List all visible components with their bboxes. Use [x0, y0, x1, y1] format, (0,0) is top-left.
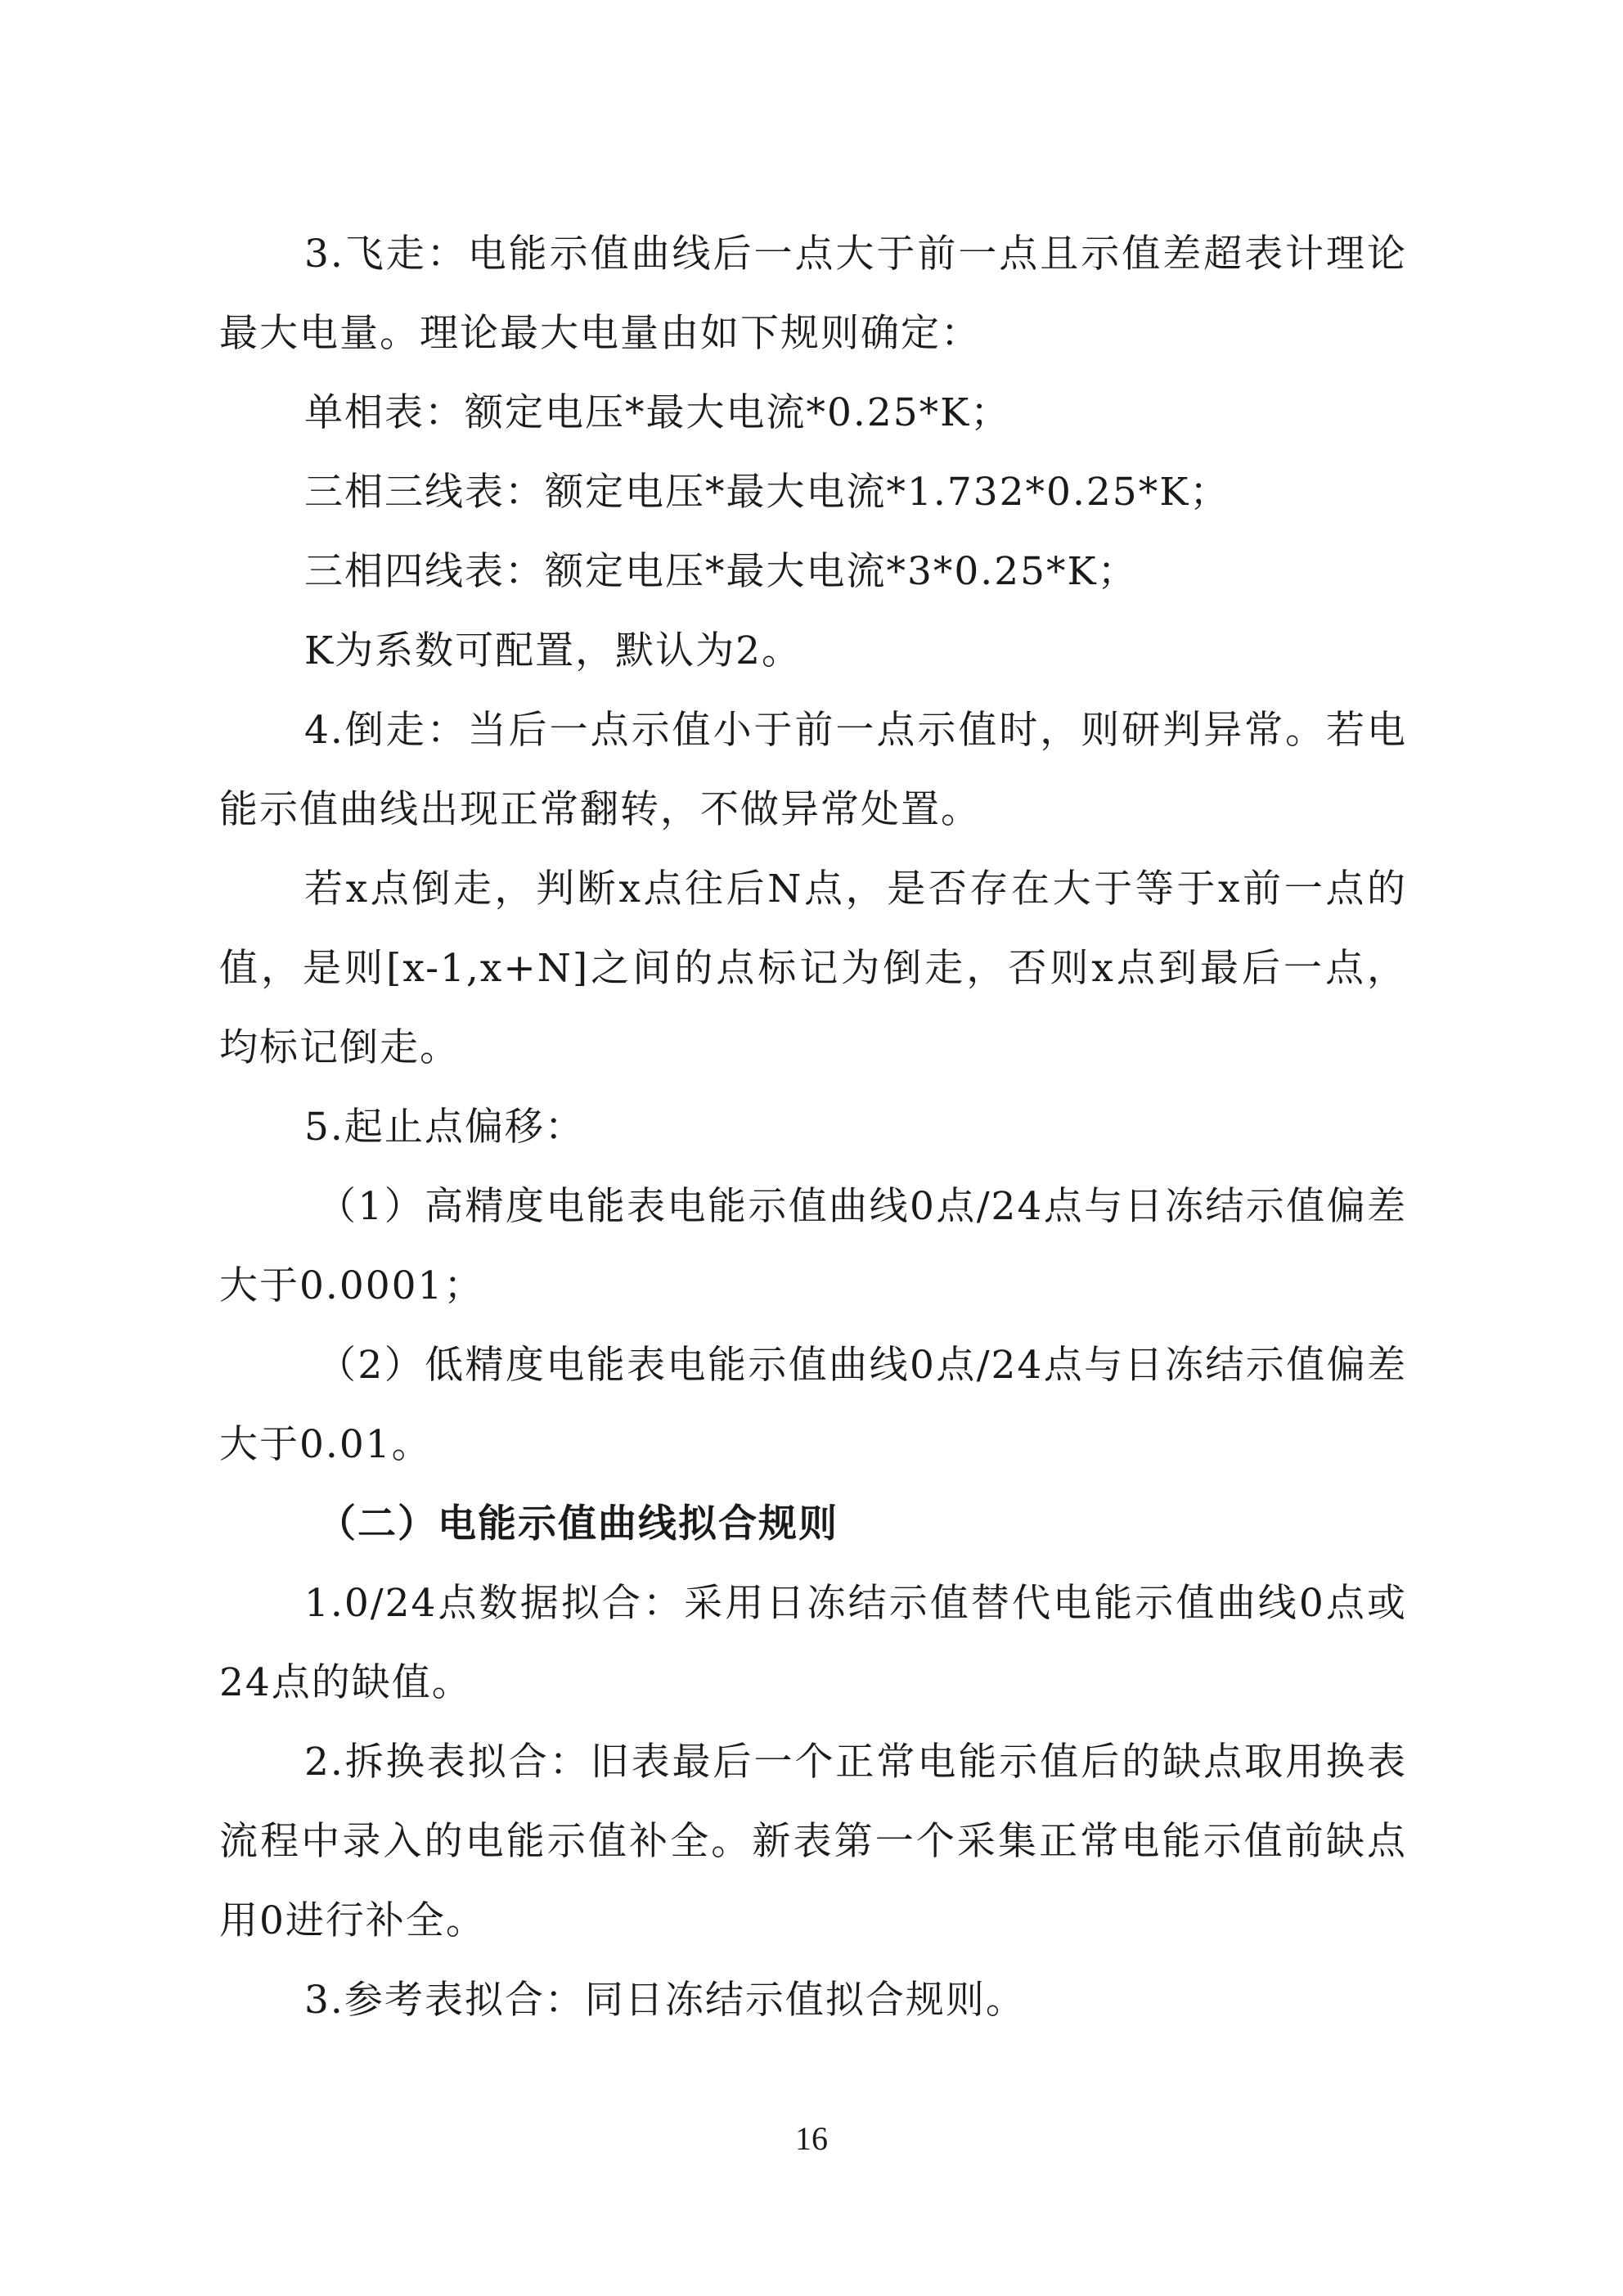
paragraph-reverse-rule: 4.倒走：当后一点示值小于前一点示值时，则研判异常。若电能示值曲线出现正常翻转，不做异常处置。	[219, 708, 1407, 832]
paragraph-reverse-marking: 若x点倒走，判断x点往后N点，是否存在大于等于x前一点的值，是则[x-1,x+N]之间的点标记为倒走，否则x点到最后一点，均标记倒走。	[219, 867, 1407, 1070]
paragraph-three-phase-four-wire: 三相四线表：额定电压*最大电流*3*0.25*K；	[304, 549, 1138, 594]
document-body	[219, 214, 1407, 2040]
paragraph-single-phase: 单相表：额定电压*最大电流*0.25*K；	[304, 390, 1011, 435]
paragraph-flying-rule: 3.飞走：电能示值曲线后一点大于前一点且示值差超表计理论最大电量。理论最大电量由如下规则确定：	[219, 232, 1407, 356]
paragraph-fit-reference: 3.参考表拟合：同日冻结示值拟合规则。	[304, 1978, 1026, 2023]
paragraph-offset-rule: 5.起止点偏移：	[304, 1105, 585, 1150]
page-number: 16	[795, 2120, 828, 2157]
section-heading: （二）电能示值曲线拟合规则	[317, 1501, 838, 1546]
paragraph-fit-meter-change: 2.拆换表拟合：旧表最后一个正常电能示值后的缺点取用换表流程中录入的电能示值补全。新表第一个采集正常电能示值前缺点用0进行补全。	[219, 1740, 1407, 1943]
paragraph-k-coefficient: K为系数可配置，默认为2。	[304, 628, 803, 673]
paragraph-three-phase-three-wire: 三相三线表：额定电压*最大电流*1.732*0.25*K；	[304, 470, 1230, 515]
paragraph-fit-0-24: 1.0/24点数据拟合：采用日冻结示值替代电能示值曲线0点或24点的缺值。	[219, 1581, 1407, 1705]
paragraph-low-precision: （2）低精度电能表电能示值曲线0点/24点与日冻结示值偏差大于0.01。	[219, 1343, 1407, 1467]
paragraph-high-precision: （1）高精度电能表电能示值曲线0点/24点与日冻结示值偏差大于0.0001；	[219, 1184, 1407, 1308]
